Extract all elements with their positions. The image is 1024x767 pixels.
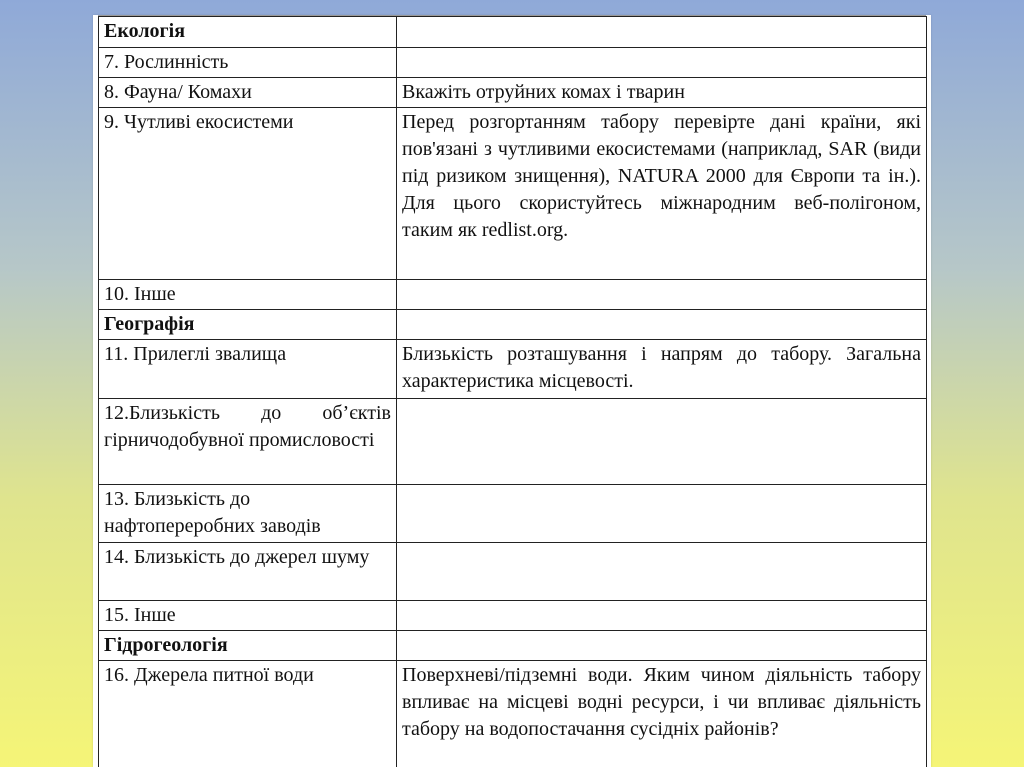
table-cell-value <box>397 310 927 340</box>
row-label: 11. Прилеглі звалища <box>99 340 397 399</box>
table-row <box>99 108 927 280</box>
table-cell-value <box>397 601 927 631</box>
table-row <box>99 631 927 661</box>
table-row <box>99 280 927 310</box>
row-label: 13. Близькість до нафтопереробних заводів <box>99 485 397 543</box>
table-row <box>99 310 927 340</box>
table-row <box>99 485 927 543</box>
row-label: 8. Фауна/ Комахи <box>99 78 397 108</box>
table-cell-value: Поверхневі/підземні води. Яким чином діяльність табору впливає на місцеві водні ресурси, і чи впливає діяльність табору на водопостачання сусідніх районів? <box>397 661 927 767</box>
table-cell-value: Близькість розташування і напрям до табору. Загальна характеристика місцевості. <box>397 340 927 399</box>
table-row <box>99 399 927 485</box>
table-cell-value <box>397 631 927 661</box>
table-row <box>99 340 927 399</box>
row-label: 7. Рослинність <box>99 48 397 78</box>
table-cell-value <box>397 48 927 78</box>
row-label: 9. Чутливі екосистеми <box>99 108 397 280</box>
table-cell-value <box>397 399 927 485</box>
table-row <box>99 17 927 48</box>
row-label: 15. Інше <box>99 601 397 631</box>
table-cell-value: Перед розгортанням табору перевірте дані країни, які пов'язані з чутливими екосистемами (наприклад, SAR (види під ризиком знищення), NATURA 2000 для Європи та ін.). Для цього скористуйтесь міжнародним веб-полігоном, таким як redlist.org. <box>397 108 927 280</box>
table-cell-value <box>397 485 927 543</box>
section-heading-hydrogeology: Гідрогеологія <box>99 631 397 661</box>
section-heading-ecology: Екологія <box>99 17 397 48</box>
table-cell-value <box>397 280 927 310</box>
document-page <box>93 15 931 767</box>
table-row <box>99 601 927 631</box>
table-cell-value: Вкажіть отруйних комах і тварин <box>397 78 927 108</box>
table-row <box>99 48 927 78</box>
table-row <box>99 543 927 601</box>
row-label: 10. Інше <box>99 280 397 310</box>
checklist-table <box>98 16 927 767</box>
table-cell-value <box>397 17 927 48</box>
section-heading-geography: Географія <box>99 310 397 340</box>
row-label: 16. Джерела питної води <box>99 661 397 767</box>
table-row <box>99 661 927 767</box>
row-label: 14. Близькість до джерел шуму <box>99 543 397 601</box>
table-row <box>99 78 927 108</box>
row-label: 12.Близькість до об’єктів гірничодобувної промисловості <box>99 399 397 485</box>
table-cell-value <box>397 543 927 601</box>
